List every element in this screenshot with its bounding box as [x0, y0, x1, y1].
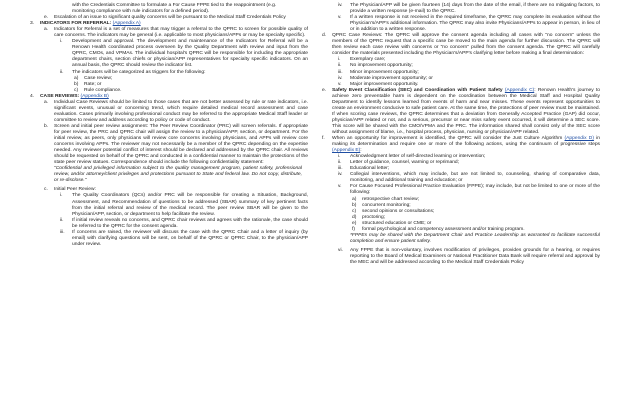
list-item: f. When an opportunity for improvement is identified, the QPRC will consider the Just Culture Algorithm (Appendix D) in making its determination and require one or more of the following actions, using the continuum of progressive steps (Appendix E):: [322, 136, 601, 154]
appendix-e-link[interactable]: (Appendix E): [332, 148, 361, 154]
list-item: d) proctoring;: [352, 214, 386, 220]
list-item: iii. If concerns are raised, the reviewer will discuss the case with the QPRC Chair and a letter of inquiry (by email) with clarifying questions will be sent, on behalf of the QPRC or QPRC Chair, to the physician/APP under review.: [60, 229, 308, 247]
intro-line: monitoring compliance with rule indicators for a defined period).: [72, 9, 210, 15]
list-item: d. QPRC Case Reviews: The QPRC will approve the consent agenda including all cases with "no concern" unless the members of the QPRC request that a specific case be moved to the main agenda for further discussion. The QPRC will then review each case review with concerns or "no concern" pulled from the consent agenda. The QPRC will carefully consider the materials presented including the Physician's/APP's clarifying letter before making a final determination:: [322, 33, 600, 57]
list-item: ii. Letter of guidance, counsel, warning or reprimand;: [338, 160, 460, 166]
section-heading-indicators: 3. INDICATORS FOR REFERRAL: (Appendix A): [30, 21, 141, 27]
list-item: b. Screen and initial peer review assignment: The Peer Review Coordinator (PRC) will screen referrals. If appropriate for peer review, the PRC and QPRC chair will assign the review to a physician/APP, section, or department. For the initial review, as peers, only physicians will review core concerns involving physicians, and APPs will review core concerns involving APPs. The reviewer may not necessarily be a member of the QPRC depending on the expertise needed. Any reviewer potential conflict of interest should be declared and addressed by the QPRC chair. All reviews should be requested on behalf of the QPRC and conducted in a confidential manner to maintain the protections of the state peer review statues. Correspondence should include the following confidentiality statement:: [44, 123, 308, 166]
list-item: e) structured education or CME; or: [352, 220, 432, 226]
list-item: i. Exemplary care;: [338, 57, 386, 63]
list-item: a) Case review;: [74, 75, 113, 81]
list-item: c. Initial Peer Review:: [44, 187, 96, 193]
list-item: iii. Educational letter;: [338, 166, 390, 172]
fppe-note: *FPPEs may be shared with the Department Chair and Practice Leadership as warranted to facilitate successful completion and ensure patient safety.: [350, 232, 600, 244]
list-item: ii. If initial review reveals no concerns, and QPRC chair reviews and agrees with the rationale, the case should be referred to the QPRC for the consent agenda.: [60, 217, 308, 229]
intro-line: with the Credentials Committee to formulate a For Cause FPPE tied to the reappointment (e.g.: [72, 3, 277, 8]
list-item: c) Rule compliance.: [74, 87, 122, 93]
list-item: i. Acknowledgment letter of self-directed learning or intervention;: [338, 154, 486, 160]
list-item: iv. The Physician/APP will be given fourteen (14) days from the date of the email, if there are no mitigating factors, to provide a written response (e-mail) to the QPRC.: [338, 3, 600, 15]
list-item: b) concurrent monitoring;: [352, 202, 411, 208]
appendix-b-link[interactable]: (Appendix B): [80, 93, 109, 99]
list-item: ii. No improvement opportunity;: [338, 63, 413, 69]
list-item: f) formal psychological and competency assessment and/or training program.: [352, 226, 525, 232]
list-item: ii. The indicators will be categorized as triggers for the following:: [60, 69, 206, 75]
appendix-a-link[interactable]: (Appendix A): [112, 21, 141, 27]
list-item: iv. Collegial interventions, which may include, but are not limited to, counseling, sharing of comparative data, monitoring, and additional training and education; or: [338, 172, 600, 184]
left-column: [30, 3, 308, 400]
list-item: b) Rate; or: [74, 81, 102, 87]
list-item: iii. Minor improvement opportunity;: [338, 69, 419, 75]
list-item: a. Individual Case Reviews should be limited to those cases that are not better assessed by rule or rate indicators, i.e. significant events, unusual or concerning trend, which require detailed medical record assessment and case evaluation. Cases primarily involving professional conduct may be referred to the appropriate Medical Staff leader or committee to review and address according to policy or code of conduct.: [44, 99, 308, 123]
list-item: v. If a written response is not received in the required timeframe, the QPRC may complete its evaluation without the Physician's/APP's additional information. The QPRC may also invite Physicians/APPs to appear in person, in lieu of or in addition to a written response.: [338, 15, 600, 33]
section-heading-case-reviews: 4. CASE REVIEWS: (Appendix B): [30, 93, 109, 99]
list-item: a) retrospective chart review;: [352, 196, 420, 202]
list-item: i. Development and approval. The development and maintenance of the Indicators for Referral will be a Renown Health coordinated process overseen by the Quality Department with review and input from the QPRC, CMOs, and VPMAs. The individual hospital's QPRC will be responsible for including the appropriate department chairs, section chiefs or physician/APP representatives for specialty specific indicators. On an annual basis, the QPRC should review the indicator list.: [60, 39, 308, 69]
list-item: a. Indicators for Referral is a set of measures that may trigger a referral to the QPRC to screen for possible quality of care concerns. The indicators may be general (i.e. applicable to most physicians/APPs or may be specialty specific).: [44, 27, 308, 39]
list-item: e. Safety Event Classification (SEC) and Coordination with Patient Safety (Appendix C): Renown Health's journey to achieve zero preventable harm is dependent on the coordination between the Medical Staff and Hospital Quality Department to identify lessons learned from events of harm and near misses. These events represent opportunities to create an environment conducive to safe patient care. At the same time, the protections of peer review must be maintained. If when scoring case reviews, the QPRC determines that a deviation from Generally Accepted Practice (GAP) did occur, physician/APP related or not, and a serious, precursor or near miss safety event occurred, it will determine a SEC score. This score will be shared with the CMO/VPMA and the PRC. The information shared shall consist only of the SEC score without assignment of blame, i.e., hospital process, physician, nursing or physician/APP related.: [322, 87, 601, 135]
list-item: c) second opinions or consultations;: [352, 208, 435, 214]
list-item: i. The Quality Coordinators (QCs) and/or PRC will be responsible for creating a Situation, Background, Assessment, and Recommendation of questions to be addressed (SBAR) summary of key pertinent facts from the initial referral and review of the medical record. The peer review SBAR will be given to the Physician/APP, section, or department to help facilitate the review.: [60, 193, 308, 217]
appendix-c-link[interactable]: (Appendix C): [504, 87, 535, 93]
list-item: iv. Moderate improvement opportunity; or: [338, 75, 433, 81]
list-item: e. Escalation of an issue to significant quality concerns will be pursuant to the Medical Staff Credentials Policy: [44, 15, 286, 21]
list-item: v. For Cause Focused Professional Practice Evaluation (FPPE); may include, but not be limited to one or more of the following:: [338, 184, 600, 196]
list-item: vi. Any FPPE that is non-voluntary, involves modification of privileges, provides grounds for a hearing, or requires reporting to the Board of Medical Examiners or National Practitioner Data Bank will require referral and approval by the MEC and will be addressed according to the Medical Staff Credentials Policy: [338, 247, 600, 265]
right-column: [320, 3, 600, 400]
list-item: v. Major improvement opportunity.: [338, 81, 419, 87]
appendix-d-link[interactable]: (Appendix D): [564, 136, 594, 142]
confidentiality-statement: "Confidential and privileged information subject to the quality management program, patient safety, professional review, and/or attorney/client privileges and protections pursuant to State and federal law. Do not copy, distribute, or re-disclose.": [54, 166, 302, 184]
